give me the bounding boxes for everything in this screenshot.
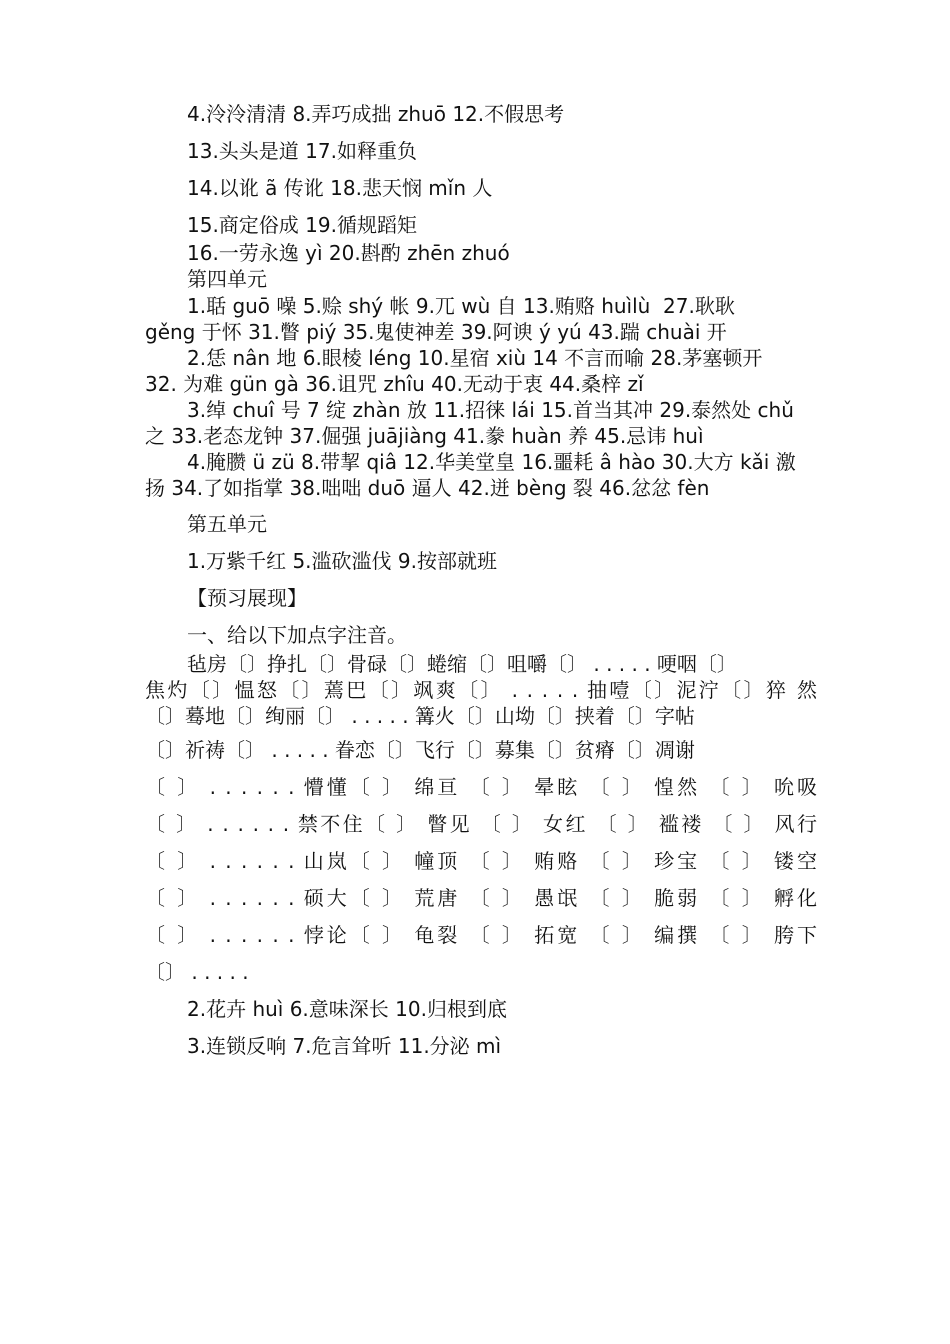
text-line: 4.腌臜 ü zü 8.带挈 qiâ 12.华美堂皇 16.噩耗 â hào 30.大方 kǎi 激 [187, 450, 796, 474]
text-line: 扬 34.了如指掌 38.咄咄 duō 逼人 42.迸 bèng 裂 46.忿忿 fèn [145, 476, 710, 500]
exercise-line: 〔〕 . . . . . [145, 960, 249, 984]
exercise-line: 〔 〕 . . . . . . 硕大〔 〕 荒唐 〔 〕 愚氓 〔 〕 脆弱 〔 〕 孵化 [145, 886, 817, 910]
text-line: 13.头头是道 17.如释重负 [187, 139, 417, 163]
question-heading: 一、给以下加点字注音。 [187, 623, 407, 647]
exercise-line: 〔 〕 . . . . . . 懵懂〔 〕 绵亘 〔 〕 晕眩 〔 〕 惶然 〔 〕 吮吸 [145, 775, 817, 799]
exercise-line: 〔〕蓦地〔〕绚丽〔〕 . . . . . 篝火〔〕山坳〔〕挟着〔〕字帖 [145, 704, 695, 728]
text-line: 4.泠泠清清 8.弄巧成拙 zhuō 12.不假思考 [187, 102, 565, 126]
text-line: 2.花卉 huì 6.意味深长 10.归根到底 [187, 997, 507, 1021]
text-line: 1.聒 guō 噪 5.赊 shý 帐 9.兀 wù 自 13.贿赂 huìlù 27.耿耿 [187, 294, 735, 318]
text-line: 32. 为难 gün gà 36.诅咒 zhîu 40.无动于衷 44.桑梓 zǐ [145, 372, 644, 396]
text-line: 15.商定俗成 19.循规蹈矩 [187, 213, 417, 237]
exercise-line: 〔 〕 . . . . . . 悖论〔 〕 龟裂 〔 〕 拓宽 〔 〕 编撰 〔 〕 胯下 [145, 923, 817, 947]
text-line: 3.绰 chuî 号 7 绽 zhàn 放 11.招徕 lái 15.首当其冲 29.泰然处 chǔ [187, 398, 794, 422]
exercise-line: 〔 〕 . . . . . . 禁不住〔 〕 瞥见 〔 〕 女红 〔 〕 褴褛 〔 〕 风行 [145, 812, 817, 836]
text-line: 2.恁 nân 地 6.眼棱 léng 10.星宿 xiù 14 不言而喻 28.茅塞顿开 [187, 346, 763, 370]
text-line: 1.万紫千红 5.滥砍滥伐 9.按部就班 [187, 549, 497, 573]
text-line: gěng 于怀 31.瞥 piý 35.鬼使神差 39.阿谀 ý yú 43.踹 chuài 开 [145, 320, 727, 344]
exercise-line: 〔 〕 . . . . . . 山岚〔 〕 幢顶 〔 〕 贿赂 〔 〕 珍宝 〔 〕 镂空 [145, 849, 817, 873]
section-heading: 第四单元 [187, 267, 267, 291]
text-line: 14.以讹 ã 传讹 18.悲天悯 mǐn 人 [187, 176, 493, 200]
text-line: 16.一劳永逸 yì 20.斟酌 zhēn zhuó [187, 241, 510, 265]
text-line: 之 33.老态龙钟 37.倔强 juājiàng 41.豢 huàn 养 45.忌讳 huì [145, 424, 704, 448]
exercise-line: 焦灼〔〕愠怒〔〕蔫巴〔〕飒爽〔〕 . . . . . 抽噎〔〕泥泞〔〕猝 然 [145, 678, 817, 702]
exercise-line: 〔〕祈祷〔〕 . . . . . 眷恋〔〕飞行〔〕募集〔〕贫瘠〔〕凋谢 [145, 738, 695, 762]
text-line: 3.连锁反响 7.危言耸听 11.分泌 mì [187, 1034, 502, 1058]
section-heading: 第五单元 [187, 512, 267, 536]
exercise-line: 毡房〔〕挣扎〔〕骨碌〔〕蜷缩〔〕咀嚼〔〕 . . . . . 哽咽〔〕 [187, 652, 737, 676]
bracket-heading: 【预习展现】 [187, 586, 307, 610]
